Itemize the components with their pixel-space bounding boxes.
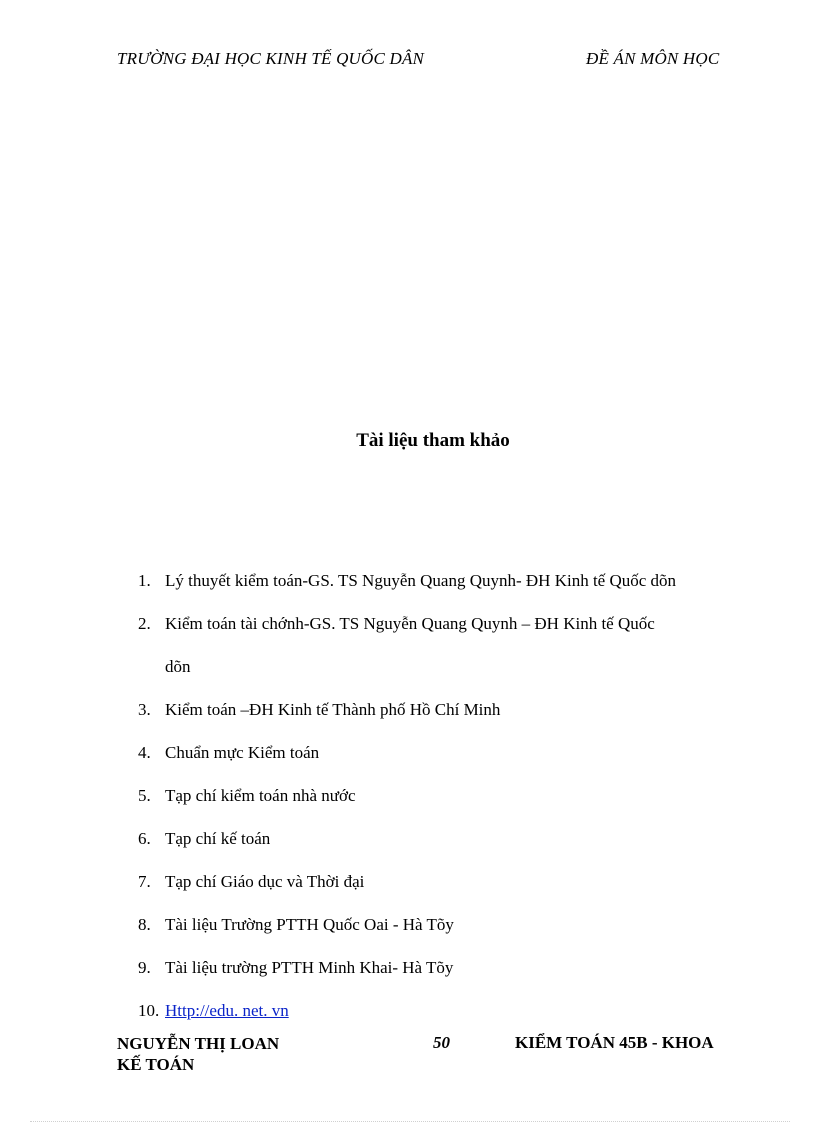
reference-number: 3.: [138, 700, 151, 719]
section-title: Tài liệu tham khảo: [356, 430, 510, 451]
reference-text: Kiểm toán –ĐH Kinh tế Thành phố Hồ Chí Minh: [165, 700, 501, 719]
footer-class: KIỂM TOÁN 45B - KHOA: [515, 1033, 714, 1052]
reference-text: Tạp chí kế toán: [165, 829, 271, 848]
reference-number: 9.: [138, 958, 151, 977]
reference-text-continuation: dõn: [165, 657, 191, 676]
reference-text: Tài liệu trường PTTH Minh Khai- Hà Tõy: [165, 958, 454, 977]
reference-link[interactable]: Http://edu. net. vn: [165, 1001, 289, 1020]
reference-number: 2.: [138, 614, 151, 633]
reference-number: 5.: [138, 786, 151, 805]
reference-text: Tài liệu Trường PTTH Quốc Oai - Hà Tõy: [165, 915, 454, 934]
reference-text: Tạp chí kiểm toán nhà nước: [165, 786, 356, 805]
reference-number: 4.: [138, 743, 151, 762]
reference-text: Lý thuyết kiểm toán-GS. TS Nguyễn Quang Quynh- ĐH Kinh tế Quốc dõn: [165, 571, 677, 590]
reference-text: Chuẩn mực Kiểm toán: [165, 743, 320, 762]
reference-number: 10.: [138, 1001, 160, 1020]
reference-number: 8.: [138, 915, 151, 934]
reference-number: 1.: [138, 571, 151, 590]
reference-text: Tạp chí Giáo dục và Thời đại: [165, 872, 365, 891]
reference-number: 7.: [138, 872, 151, 891]
page-number: 50: [433, 1033, 450, 1052]
reference-number: 6.: [138, 829, 151, 848]
header-university: TRƯỜNG ĐẠI HỌC KINH TẾ QUỐC DÂN: [117, 49, 425, 68]
footer-author-department: KẾ TOÁN: [117, 1055, 195, 1074]
footer-author-name: NGUYỄN THỊ LOAN: [117, 1034, 280, 1053]
footer-author: [117, 1033, 279, 1075]
reference-text: Kiểm toán tài chớnh-GS. TS Nguyễn Quang Quynh – ĐH Kinh tế Quốc: [165, 614, 655, 633]
header-project-type: ĐỀ ÁN MÔN HỌC: [586, 49, 720, 68]
page-bottom-divider: [30, 1121, 790, 1122]
